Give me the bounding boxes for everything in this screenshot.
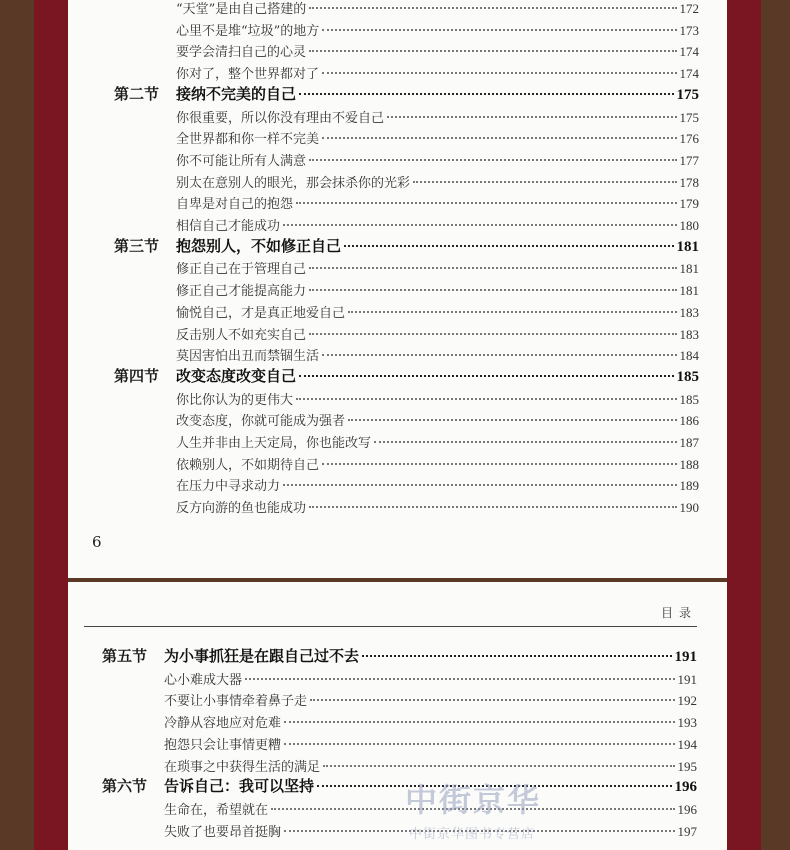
dot-leader xyxy=(374,441,676,443)
watermark-subtitle: 中街京华图书专营店 xyxy=(409,827,536,842)
dot-leader xyxy=(309,289,676,291)
entry-title: 别太在意别人的眼光，那会抹杀你的光彩 xyxy=(176,175,411,191)
page-ref: 174 xyxy=(679,66,699,82)
dot-leader xyxy=(309,159,676,161)
dot-leader xyxy=(310,699,674,701)
dot-leader xyxy=(322,463,676,465)
entry-title: 反击别人不如充实自己 xyxy=(176,327,307,343)
toc-entry-row[interactable] xyxy=(176,41,699,60)
toc-entry-row[interactable] xyxy=(164,756,697,775)
toc-entry-row[interactable] xyxy=(176,20,699,39)
page-ref: 191 xyxy=(677,671,697,687)
dot-leader xyxy=(413,181,676,183)
entry-title: 抱怨只会让事情更糟 xyxy=(164,737,282,753)
entry-title: 你很重要，所以你没有理由不爱自己 xyxy=(176,110,385,126)
section-title: 为小事抓狂是在跟自己过不去 xyxy=(164,647,360,665)
toc-entry-row[interactable] xyxy=(176,497,699,516)
page-ref: 178 xyxy=(679,174,699,190)
section-label: 第三节 xyxy=(114,236,160,255)
entry-title: 反方向游的鱼也能成功 xyxy=(176,501,307,517)
toc-section-row[interactable] xyxy=(164,645,697,666)
toc-entry-row[interactable] xyxy=(176,193,699,212)
header-rule xyxy=(84,626,697,627)
entry-title: 你不可能让所有人满意 xyxy=(176,153,307,169)
toc-entry-row[interactable] xyxy=(164,734,697,753)
section-label: 第二节 xyxy=(114,84,160,103)
section-title: 告诉自己：我可以坚持 xyxy=(164,777,315,796)
page-ref: 196 xyxy=(677,801,697,817)
dot-leader xyxy=(362,655,671,657)
toc-section-row[interactable] xyxy=(176,365,699,386)
entry-title: 全世界都和你一样不完美 xyxy=(176,132,320,148)
dot-leader xyxy=(344,245,673,247)
dot-leader xyxy=(284,721,674,723)
dot-leader xyxy=(322,137,676,139)
toc-entry-row[interactable] xyxy=(176,0,699,17)
entry-title: 要学会清扫自己的心灵 xyxy=(176,45,307,61)
toc-entry-row[interactable] xyxy=(176,389,699,408)
page-ref: 191 xyxy=(674,649,697,665)
entry-title: 莫因害怕出丑而禁锢生活 xyxy=(176,349,320,365)
section-label: 第四节 xyxy=(114,366,160,385)
dot-leader xyxy=(309,506,676,508)
page-ref: 196 xyxy=(674,779,697,796)
entry-title: 心小难成大器 xyxy=(164,672,243,688)
page-ref: 194 xyxy=(677,736,697,752)
entry-title: 依赖别人，不如期待自己 xyxy=(176,457,320,473)
entry-title: 在琐事之中获得生活的满足 xyxy=(164,759,321,775)
store-watermark xyxy=(405,775,541,842)
toc-entry-row[interactable] xyxy=(176,410,699,429)
toc-page-bottom xyxy=(68,582,727,850)
page-ref: 189 xyxy=(679,478,699,494)
dot-leader xyxy=(309,50,676,52)
page-ref: 193 xyxy=(677,715,697,731)
entry-title: 人生并非由上天定局，你也能改写 xyxy=(176,436,372,451)
entry-title: 自卑是对自己的抱怨 xyxy=(176,197,294,213)
dot-leader xyxy=(348,311,676,313)
page-ref: 181 xyxy=(679,283,699,299)
entry-title: 愉悦自己，才是真正地爱自己 xyxy=(176,305,346,321)
page-ref: 175 xyxy=(676,86,699,103)
entry-title: 不要让小事情牵着鼻子走 xyxy=(164,694,308,710)
page-ref: 190 xyxy=(679,500,699,516)
dot-leader xyxy=(322,72,676,74)
dot-leader xyxy=(387,116,676,118)
dot-leader xyxy=(322,29,676,31)
page-ref: 177 xyxy=(679,152,699,168)
dot-leader xyxy=(348,419,676,421)
dot-leader xyxy=(299,93,673,95)
entry-title: 在压力中寻求动力 xyxy=(176,479,281,495)
page-ref: 180 xyxy=(679,218,699,233)
section-label: 第六节 xyxy=(102,777,148,796)
toc-entry-row[interactable] xyxy=(176,258,699,277)
toc-entry-row[interactable] xyxy=(176,454,699,473)
page-ref: 185 xyxy=(676,368,699,385)
toc-entry-row[interactable] xyxy=(176,63,699,82)
page-ref: 197 xyxy=(677,823,697,839)
page-ref: 183 xyxy=(679,326,699,342)
page-ref: 188 xyxy=(679,456,699,472)
toc-section-row[interactable] xyxy=(176,83,699,104)
toc-entry-row[interactable] xyxy=(164,669,697,688)
page-ref: 185 xyxy=(679,391,699,407)
page-ref: 184 xyxy=(679,348,699,364)
toc-entry-row[interactable] xyxy=(176,432,699,451)
page-ref: 175 xyxy=(679,109,699,125)
dot-leader xyxy=(309,7,676,9)
page-ref: 173 xyxy=(679,22,699,38)
page-number: 6 xyxy=(92,533,102,551)
right-frame-border xyxy=(727,0,761,850)
entry-title: 你对了，整个世界都对了 xyxy=(176,67,320,83)
dot-leader xyxy=(245,678,674,680)
toc-entry-row[interactable] xyxy=(176,128,699,147)
entry-title: 冷静从容地应对危难 xyxy=(164,716,282,732)
page-ref: 195 xyxy=(677,758,697,774)
section-title: 改变态度改变自己 xyxy=(176,366,297,385)
section-title: 抱怨别人，不如修正自己 xyxy=(176,236,342,255)
dot-leader xyxy=(283,224,676,226)
toc-entry-row[interactable] xyxy=(176,215,699,234)
toc-entry-row[interactable] xyxy=(176,280,699,299)
dot-leader xyxy=(296,398,676,400)
entry-title: 心里不是堆“垃圾”的地方 xyxy=(176,23,320,39)
toc-entry-row[interactable] xyxy=(176,150,699,169)
entry-title: 生命在，希望就在 xyxy=(164,802,269,818)
entry-title: 你比你认为的更伟大 xyxy=(176,392,294,408)
dot-leader xyxy=(309,267,676,269)
dot-leader xyxy=(299,375,673,377)
toc-page-top xyxy=(68,0,727,578)
section-label: 第五节 xyxy=(102,647,148,665)
page-ref: 176 xyxy=(679,131,699,147)
page-ref: 183 xyxy=(679,304,699,320)
page-ref: 187 xyxy=(679,435,699,450)
dot-leader xyxy=(323,765,674,767)
entry-title: “天堂”是由自己搭建的 xyxy=(176,2,307,17)
page-ref: 192 xyxy=(677,693,697,709)
dot-leader xyxy=(322,354,676,356)
running-header: 目录 xyxy=(660,606,697,620)
entry-title: 失败了也要昂首挺胸 xyxy=(164,824,282,840)
page-ref: 181 xyxy=(676,238,699,255)
entry-title: 相信自己才能成功 xyxy=(176,219,281,234)
dot-leader xyxy=(296,202,676,204)
toc-entry-row[interactable] xyxy=(164,690,697,709)
dot-leader xyxy=(284,743,674,745)
toc-entry-row[interactable] xyxy=(176,302,699,321)
page-ref: 172 xyxy=(679,1,699,16)
toc-entry-row[interactable] xyxy=(176,107,699,126)
left-frame-border xyxy=(34,0,68,850)
page-ref: 186 xyxy=(679,413,699,429)
dot-leader xyxy=(309,333,676,335)
toc-entry-row[interactable] xyxy=(176,345,699,364)
entry-title: 修正自己才能提高能力 xyxy=(176,284,307,300)
entry-title: 修正自己在于管理自己 xyxy=(176,262,307,278)
page-ref: 174 xyxy=(679,44,699,60)
toc-entry-row[interactable] xyxy=(176,324,699,343)
page-ref: 179 xyxy=(679,196,699,212)
toc-entry-row[interactable] xyxy=(176,475,699,494)
toc-entry-row[interactable] xyxy=(164,712,697,731)
toc-entry-row[interactable] xyxy=(176,172,699,191)
toc-section-row[interactable] xyxy=(176,235,699,256)
watermark-logo: 中街京华 xyxy=(405,781,542,819)
entry-title: 改变态度，你就可能成为强者 xyxy=(176,414,346,430)
section-title: 接纳不完美的自己 xyxy=(176,84,297,103)
page-ref: 181 xyxy=(679,261,699,277)
dot-leader xyxy=(283,484,676,486)
